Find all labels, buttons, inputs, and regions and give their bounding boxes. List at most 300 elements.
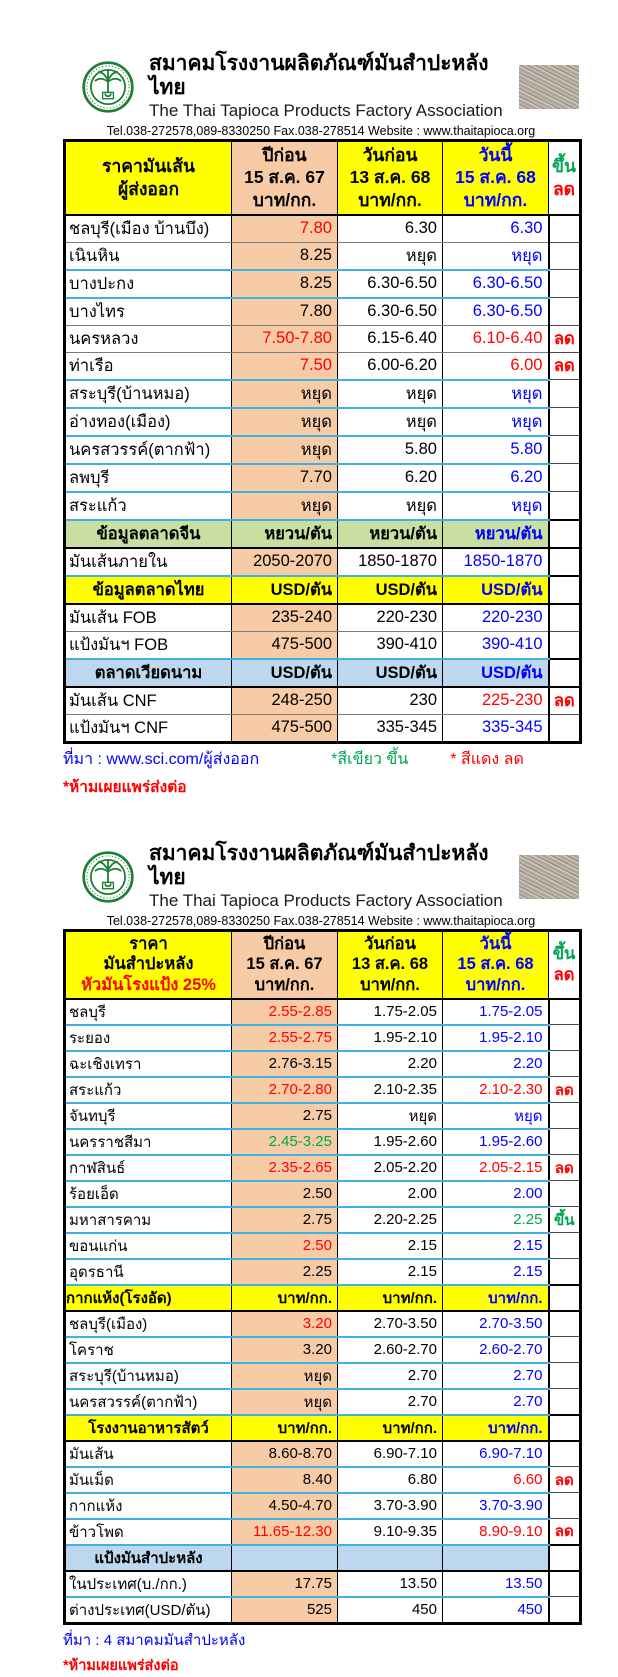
row-label: เนินหิน <box>65 242 232 270</box>
today-value: 6.30-6.50 <box>443 270 549 298</box>
column-header-today <box>443 140 549 215</box>
change-indicator <box>549 1363 581 1389</box>
prev-year-value: 2.55-2.75 <box>232 1025 338 1051</box>
change-indicator <box>549 999 581 1025</box>
prev-year-value: 3.20 <box>232 1311 338 1337</box>
price-row <box>65 1519 581 1545</box>
prev-day-value: 6.15-6.40 <box>338 325 443 352</box>
prev-day-value: 220-230 <box>338 604 443 632</box>
section-title: แป้งมันสำปะหลัง <box>65 1545 232 1571</box>
row-label: มันเส้น FOB <box>65 604 232 632</box>
today-value: 8.90-9.10 <box>443 1519 549 1545</box>
change-indicator <box>549 631 581 659</box>
header-line: วันก่อน <box>364 934 416 953</box>
prev-year-value: 17.75 <box>232 1571 338 1597</box>
header-line: 13 ส.ค. 68 <box>351 955 429 974</box>
price-row <box>65 714 581 742</box>
section-row <box>65 576 581 604</box>
prev-day-value: หยุด <box>338 1103 443 1129</box>
header-line: บาท/กก. <box>252 190 317 211</box>
today-value: 2.10-2.30 <box>443 1077 549 1103</box>
price-row <box>65 380 581 408</box>
column-header-change <box>549 930 581 998</box>
header-line: ปีก่อน <box>262 144 307 165</box>
table-header-row <box>65 930 581 998</box>
prev-day-value: 2.05-2.20 <box>338 1155 443 1181</box>
prev-day-value: 6.20 <box>338 464 443 492</box>
header-line: บาท/กก. <box>358 190 422 211</box>
prev-day-value: 1.95-2.10 <box>338 1025 443 1051</box>
today-value: 6.60 <box>443 1467 549 1493</box>
association-logo-icon <box>81 60 135 114</box>
today-value: 3.70-3.90 <box>443 1493 549 1519</box>
today-value: 2.05-2.15 <box>443 1155 549 1181</box>
change-indicator: ลด <box>549 1155 581 1181</box>
prev-day-value: หยุด <box>338 492 443 520</box>
prev-year-value: 2050-2070 <box>232 548 338 576</box>
header-line: หัวมันโรงแป้ง 25% <box>81 975 216 994</box>
price-row <box>65 1077 581 1103</box>
today-value: 450 <box>443 1597 549 1624</box>
row-label: ขอนแก่น <box>65 1233 232 1259</box>
prev-day-value: 1.75-2.05 <box>338 999 443 1025</box>
prev-year-value: 2.76-3.15 <box>232 1051 338 1077</box>
prev-day-value: 2.70 <box>338 1363 443 1389</box>
prev-year-value: 8.25 <box>232 270 338 298</box>
header-line: 15 ส.ค. 67 <box>246 955 323 974</box>
change-indicator: ลด <box>549 687 581 715</box>
prev-year-value: 2.70-2.80 <box>232 1077 338 1103</box>
legend-up-text: *สีเขียว ขึ้น <box>331 750 409 768</box>
prev-day-value: 2.10-2.35 <box>338 1077 443 1103</box>
prev-day-value: 6.30 <box>338 215 443 243</box>
prev-year-value: 248-250 <box>232 687 338 715</box>
prev-day-value: หยุด <box>338 242 443 270</box>
change-indicator <box>549 1597 581 1624</box>
prev-year-value: หยุด <box>232 492 338 520</box>
header-line: ราคา <box>129 934 168 953</box>
header-line: 15 ส.ค. 68 <box>455 167 536 188</box>
today-value: 2.15 <box>443 1233 549 1259</box>
prev-day-value: 5.80 <box>338 436 443 464</box>
prev-day-value: 13.50 <box>338 1571 443 1597</box>
row-label: อุดรธานี <box>65 1259 232 1285</box>
section-row <box>65 520 581 548</box>
today-value: 2.60-2.70 <box>443 1337 549 1363</box>
row-label: ชลบุรี <box>65 999 232 1025</box>
today-value: หยวน/ตัน <box>443 520 549 548</box>
contact-line: Tel.038-272578,089-8330250 Fax.038-278514 Website : www.thaitapioca.org <box>106 913 536 928</box>
association-name-english: The Thai Tapioca Products Factory Association <box>149 101 503 121</box>
price-row <box>65 999 581 1025</box>
prev-year-value: 11.65-12.30 <box>232 1519 338 1545</box>
today-value: หยุด <box>443 242 549 270</box>
today-value: 6.20 <box>443 464 549 492</box>
change-indicator <box>549 298 581 326</box>
price-row <box>65 1103 581 1129</box>
today-value: USD/ตัน <box>443 659 549 687</box>
change-indicator <box>549 1233 581 1259</box>
today-value: 225-230 <box>443 687 549 715</box>
row-label: สระบุรี(บ้านหมอ) <box>65 380 232 408</box>
prev-day-value: 6.90-7.10 <box>338 1441 443 1467</box>
association-name-english: The Thai Tapioca Products Factory Association <box>149 891 503 911</box>
up-label: ขึ้น <box>552 156 576 177</box>
change-indicator <box>549 270 581 298</box>
prev-year-value: หยุด <box>232 1389 338 1415</box>
change-indicator <box>549 1389 581 1415</box>
today-value: USD/ตัน <box>443 576 549 604</box>
prev-day-value: 1850-1870 <box>338 548 443 576</box>
price-row <box>65 1571 581 1597</box>
starch-root-price-table <box>63 929 582 1625</box>
row-label: กากแห้ง <box>65 1493 232 1519</box>
row-label: มหาสารคาม <box>65 1207 232 1233</box>
row-label: นครราชสีมา <box>65 1129 232 1155</box>
prev-day-value: 230 <box>338 687 443 715</box>
column-header-commodity <box>65 140 232 215</box>
table2-footnotes <box>63 1628 579 1677</box>
prev-year-value: บาท/กก. <box>232 1415 338 1441</box>
today-value: 2.15 <box>443 1259 549 1285</box>
today-value: 5.80 <box>443 436 549 464</box>
prev-day-value: 335-345 <box>338 714 443 742</box>
prev-day-value: 2.15 <box>338 1259 443 1285</box>
today-value: 6.10-6.40 <box>443 325 549 352</box>
row-label: มันเส้น CNF <box>65 687 232 715</box>
change-indicator <box>549 1051 581 1077</box>
association-titles <box>149 52 511 122</box>
prev-day-value: หยวน/ตัน <box>338 520 443 548</box>
section-title: ตลาดเวียดนาม <box>65 659 232 687</box>
no-share-warning: *ห้ามเผยแพร่ส่งต่อ <box>63 1657 179 1674</box>
prev-year-value: หยุด <box>232 408 338 436</box>
header-line: 15 ส.ค. 67 <box>244 167 325 188</box>
change-indicator <box>549 576 581 604</box>
row-label: โคราช <box>65 1337 232 1363</box>
contact-line: Tel.038-272578,089-8330250 Fax.038-278514 Website : www.thaitapioca.org <box>106 123 536 138</box>
prev-year-value: หยุด <box>232 436 338 464</box>
change-indicator <box>549 492 581 520</box>
price-row <box>65 436 581 464</box>
price-row <box>65 631 581 659</box>
column-header-prev-year <box>232 140 338 215</box>
header-line: บาท/กก. <box>254 975 315 994</box>
prev-day-value: 9.10-9.35 <box>338 1519 443 1545</box>
change-indicator <box>549 1129 581 1155</box>
row-label: บางไทร <box>65 298 232 326</box>
legend-down-text: * สีแดง ลด <box>450 750 524 768</box>
prev-day-value: 3.70-3.90 <box>338 1493 443 1519</box>
change-indicator <box>549 215 581 243</box>
price-row <box>65 1441 581 1467</box>
section-title: ข้อมูลตลาดจีน <box>65 520 232 548</box>
prev-day-value: บาท/กก. <box>338 1285 443 1311</box>
change-indicator <box>549 604 581 632</box>
today-value: 13.50 <box>443 1571 549 1597</box>
prev-year-value: 2.75 <box>232 1207 338 1233</box>
column-header-commodity <box>65 930 232 998</box>
price-row <box>65 1389 581 1415</box>
change-indicator <box>549 1285 581 1311</box>
today-value: 1.95-2.60 <box>443 1129 549 1155</box>
row-label: บางปะกง <box>65 270 232 298</box>
row-label: ชลบุรี(เมือง บ้านบึง) <box>65 215 232 243</box>
row-label: กาฬสินธ์ <box>65 1155 232 1181</box>
today-value: บาท/กก. <box>443 1415 549 1441</box>
prev-year-value: 7.70 <box>232 464 338 492</box>
prev-year-value: 8.60-8.70 <box>232 1441 338 1467</box>
row-label: นครสวรรค์(ตากฟ้า) <box>65 1389 232 1415</box>
prev-year-value: 7.80 <box>232 298 338 326</box>
header-line: ปีก่อน <box>263 934 306 953</box>
today-value: 2.25 <box>443 1207 549 1233</box>
prev-year-value: หยวน/ตัน <box>232 520 338 548</box>
section-row <box>65 659 581 687</box>
row-label: ฉะเชิงเทรา <box>65 1051 232 1077</box>
prev-day-value: หยุด <box>338 380 443 408</box>
price-row <box>65 1311 581 1337</box>
row-label: ในประเทศ(บ./กก.) <box>65 1571 232 1597</box>
prev-day-value: 6.30-6.50 <box>338 298 443 326</box>
column-header-prev-day <box>338 930 443 998</box>
prev-year-value: บาท/กก. <box>232 1285 338 1311</box>
row-label: มันเส้น <box>65 1441 232 1467</box>
price-row <box>65 492 581 520</box>
price-row <box>65 352 581 380</box>
prev-year-value: 7.50-7.80 <box>232 325 338 352</box>
up-label: ขึ้น <box>552 944 576 963</box>
price-row <box>65 270 581 298</box>
prev-day-value: 2.00 <box>338 1181 443 1207</box>
header-line: มันสำปะหลัง <box>103 955 194 974</box>
header-line: ราคามันเส้น <box>102 156 195 177</box>
prev-year-value: 2.45-3.25 <box>232 1129 338 1155</box>
price-row <box>65 1597 581 1624</box>
header-line: วันก่อน <box>362 144 418 165</box>
prev-day-value: USD/ตัน <box>338 576 443 604</box>
today-value: 1.75-2.05 <box>443 999 549 1025</box>
header-line: บาท/กก. <box>360 975 420 994</box>
change-indicator <box>549 1571 581 1597</box>
today-value: 1850-1870 <box>443 548 549 576</box>
association-logo-icon <box>81 850 135 904</box>
change-indicator <box>549 1545 581 1571</box>
row-label: ร้อยเอ็ด <box>65 1181 232 1207</box>
header-line: 13 ส.ค. 68 <box>349 167 431 188</box>
today-value: หยุด <box>443 492 549 520</box>
prev-year-value: USD/ตัน <box>232 659 338 687</box>
section-title: โรงงานอาหารสัตว์ <box>65 1415 232 1441</box>
prev-day-value: หยุด <box>338 408 443 436</box>
row-label: อ่างทอง(เมือง) <box>65 408 232 436</box>
change-indicator <box>549 1337 581 1363</box>
today-value <box>443 1545 549 1571</box>
change-indicator <box>549 1259 581 1285</box>
price-row <box>65 1025 581 1051</box>
today-value: 335-345 <box>443 714 549 742</box>
change-indicator: ขึ้น <box>549 1207 581 1233</box>
row-label: จันทบุรี <box>65 1103 232 1129</box>
price-row <box>65 464 581 492</box>
price-row <box>65 408 581 436</box>
source-text: ที่มา : 4 สมาคมมันสำปะหลัง <box>63 1631 246 1649</box>
prev-day-value: 2.70-3.50 <box>338 1311 443 1337</box>
tapioca-chips-photo <box>519 65 579 109</box>
price-row <box>65 242 581 270</box>
prev-year-value: 525 <box>232 1597 338 1624</box>
today-value: 1.95-2.10 <box>443 1025 549 1051</box>
header-line: บาท/กก. <box>465 975 526 994</box>
prev-year-value: 2.50 <box>232 1181 338 1207</box>
price-row <box>65 1259 581 1285</box>
today-value: 2.70 <box>443 1389 549 1415</box>
row-label: ข้าวโพด <box>65 1519 232 1545</box>
report-exporter-prices <box>63 52 579 799</box>
association-header <box>81 842 579 912</box>
row-label: ระยอง <box>65 1025 232 1051</box>
prev-year-value: 8.25 <box>232 242 338 270</box>
price-row <box>65 604 581 632</box>
column-header-today <box>443 930 549 998</box>
price-row <box>65 325 581 352</box>
change-indicator <box>549 1441 581 1467</box>
row-label: แป้งมันฯ CNF <box>65 714 232 742</box>
prev-year-value <box>232 1545 338 1571</box>
prev-year-value: 475-500 <box>232 714 338 742</box>
prev-day-value: 6.00-6.20 <box>338 352 443 380</box>
price-row <box>65 1233 581 1259</box>
prev-day-value <box>338 1545 443 1571</box>
today-value: 6.30-6.50 <box>443 298 549 326</box>
prev-year-value: 7.80 <box>232 215 338 243</box>
today-value: 6.30 <box>443 215 549 243</box>
change-indicator <box>549 520 581 548</box>
prev-year-value: 2.35-2.65 <box>232 1155 338 1181</box>
prev-day-value: 6.30-6.50 <box>338 270 443 298</box>
section-row <box>65 1545 581 1571</box>
today-value: หยุด <box>443 408 549 436</box>
prev-day-value: 2.70 <box>338 1389 443 1415</box>
header-line: วันนี้ <box>479 934 512 953</box>
section-row <box>65 1285 581 1311</box>
change-indicator <box>549 1103 581 1129</box>
prev-year-value: 475-500 <box>232 631 338 659</box>
table-header-row <box>65 140 581 215</box>
today-value: 6.00 <box>443 352 549 380</box>
association-header <box>81 52 579 122</box>
change-indicator: ลด <box>549 1519 581 1545</box>
price-row <box>65 1337 581 1363</box>
price-row <box>65 1493 581 1519</box>
down-label: ลด <box>552 178 576 199</box>
prev-year-value: 2.50 <box>232 1233 338 1259</box>
prev-year-value: หยุด <box>232 1363 338 1389</box>
row-label: สระแก้ว <box>65 1077 232 1103</box>
today-value: 2.70 <box>443 1363 549 1389</box>
header-line: บาท/กก. <box>463 190 528 211</box>
prev-day-value: 390-410 <box>338 631 443 659</box>
prev-year-value: 7.50 <box>232 352 338 380</box>
association-titles <box>149 842 511 912</box>
prev-day-value: 450 <box>338 1597 443 1624</box>
prev-year-value: USD/ตัน <box>232 576 338 604</box>
today-value: 390-410 <box>443 631 549 659</box>
change-indicator <box>549 242 581 270</box>
footnote-line <box>63 747 579 772</box>
today-value: 2.20 <box>443 1051 549 1077</box>
price-row <box>65 1129 581 1155</box>
prev-year-value: 2.25 <box>232 1259 338 1285</box>
price-row <box>65 1363 581 1389</box>
prev-year-value: หยุด <box>232 380 338 408</box>
prev-day-value: บาท/กก. <box>338 1415 443 1441</box>
change-indicator <box>549 659 581 687</box>
column-header-prev-year <box>232 930 338 998</box>
section-title: กากแห้ง(โรงอัด) <box>65 1285 232 1311</box>
table1-footnotes <box>63 747 579 799</box>
today-value: 6.90-7.10 <box>443 1441 549 1467</box>
prev-day-value: 6.80 <box>338 1467 443 1493</box>
column-header-change <box>549 140 581 215</box>
row-label: ต่างประเทศ(USD/ตัน) <box>65 1597 232 1624</box>
report-root-prices <box>63 842 579 1677</box>
down-label: ลด <box>553 965 575 984</box>
today-value: 220-230 <box>443 604 549 632</box>
prev-day-value: 2.60-2.70 <box>338 1337 443 1363</box>
row-label: มันเส้นภายใน <box>65 548 232 576</box>
change-indicator: ลด <box>549 352 581 380</box>
row-label: ท่าเรือ <box>65 352 232 380</box>
today-value: หยุด <box>443 380 549 408</box>
root-price-rows <box>65 999 581 1624</box>
change-indicator <box>549 380 581 408</box>
change-indicator <box>549 714 581 742</box>
exporter-price-rows <box>65 215 581 743</box>
today-value: 2.00 <box>443 1181 549 1207</box>
change-indicator <box>549 1025 581 1051</box>
prev-year-value: 4.50-4.70 <box>232 1493 338 1519</box>
price-row <box>65 1467 581 1493</box>
prev-day-value: 2.15 <box>338 1233 443 1259</box>
prev-year-value: 2.55-2.85 <box>232 999 338 1025</box>
association-name-thai: สมาคมโรงงานผลิตภัณฑ์มันสำปะหลังไทย <box>149 52 489 100</box>
prev-year-value: 235-240 <box>232 604 338 632</box>
prev-year-value: 2.75 <box>232 1103 338 1129</box>
header-line: 15 ส.ค. 68 <box>457 955 534 974</box>
change-indicator: ลด <box>549 1077 581 1103</box>
prev-day-value: USD/ตัน <box>338 659 443 687</box>
prev-year-value: 8.40 <box>232 1467 338 1493</box>
price-row <box>65 298 581 326</box>
header-line: ผู้ส่งออก <box>117 178 180 199</box>
change-indicator <box>549 1493 581 1519</box>
today-value: หยุด <box>443 1103 549 1129</box>
prev-day-value: 1.95-2.60 <box>338 1129 443 1155</box>
section-row <box>65 1415 581 1441</box>
row-label: ลพบุรี <box>65 464 232 492</box>
change-indicator <box>549 548 581 576</box>
change-indicator: ลด <box>549 1467 581 1493</box>
row-label: สระแก้ว <box>65 492 232 520</box>
source-text: ที่มา : www.sci.com/ผู้ส่งออก <box>63 750 260 768</box>
prev-year-value: 3.20 <box>232 1337 338 1363</box>
price-row <box>65 215 581 243</box>
price-row <box>65 548 581 576</box>
change-indicator <box>549 1311 581 1337</box>
association-name-thai: สมาคมโรงงานผลิตภัณฑ์มันสำปะหลังไทย <box>149 842 489 890</box>
change-indicator <box>549 436 581 464</box>
